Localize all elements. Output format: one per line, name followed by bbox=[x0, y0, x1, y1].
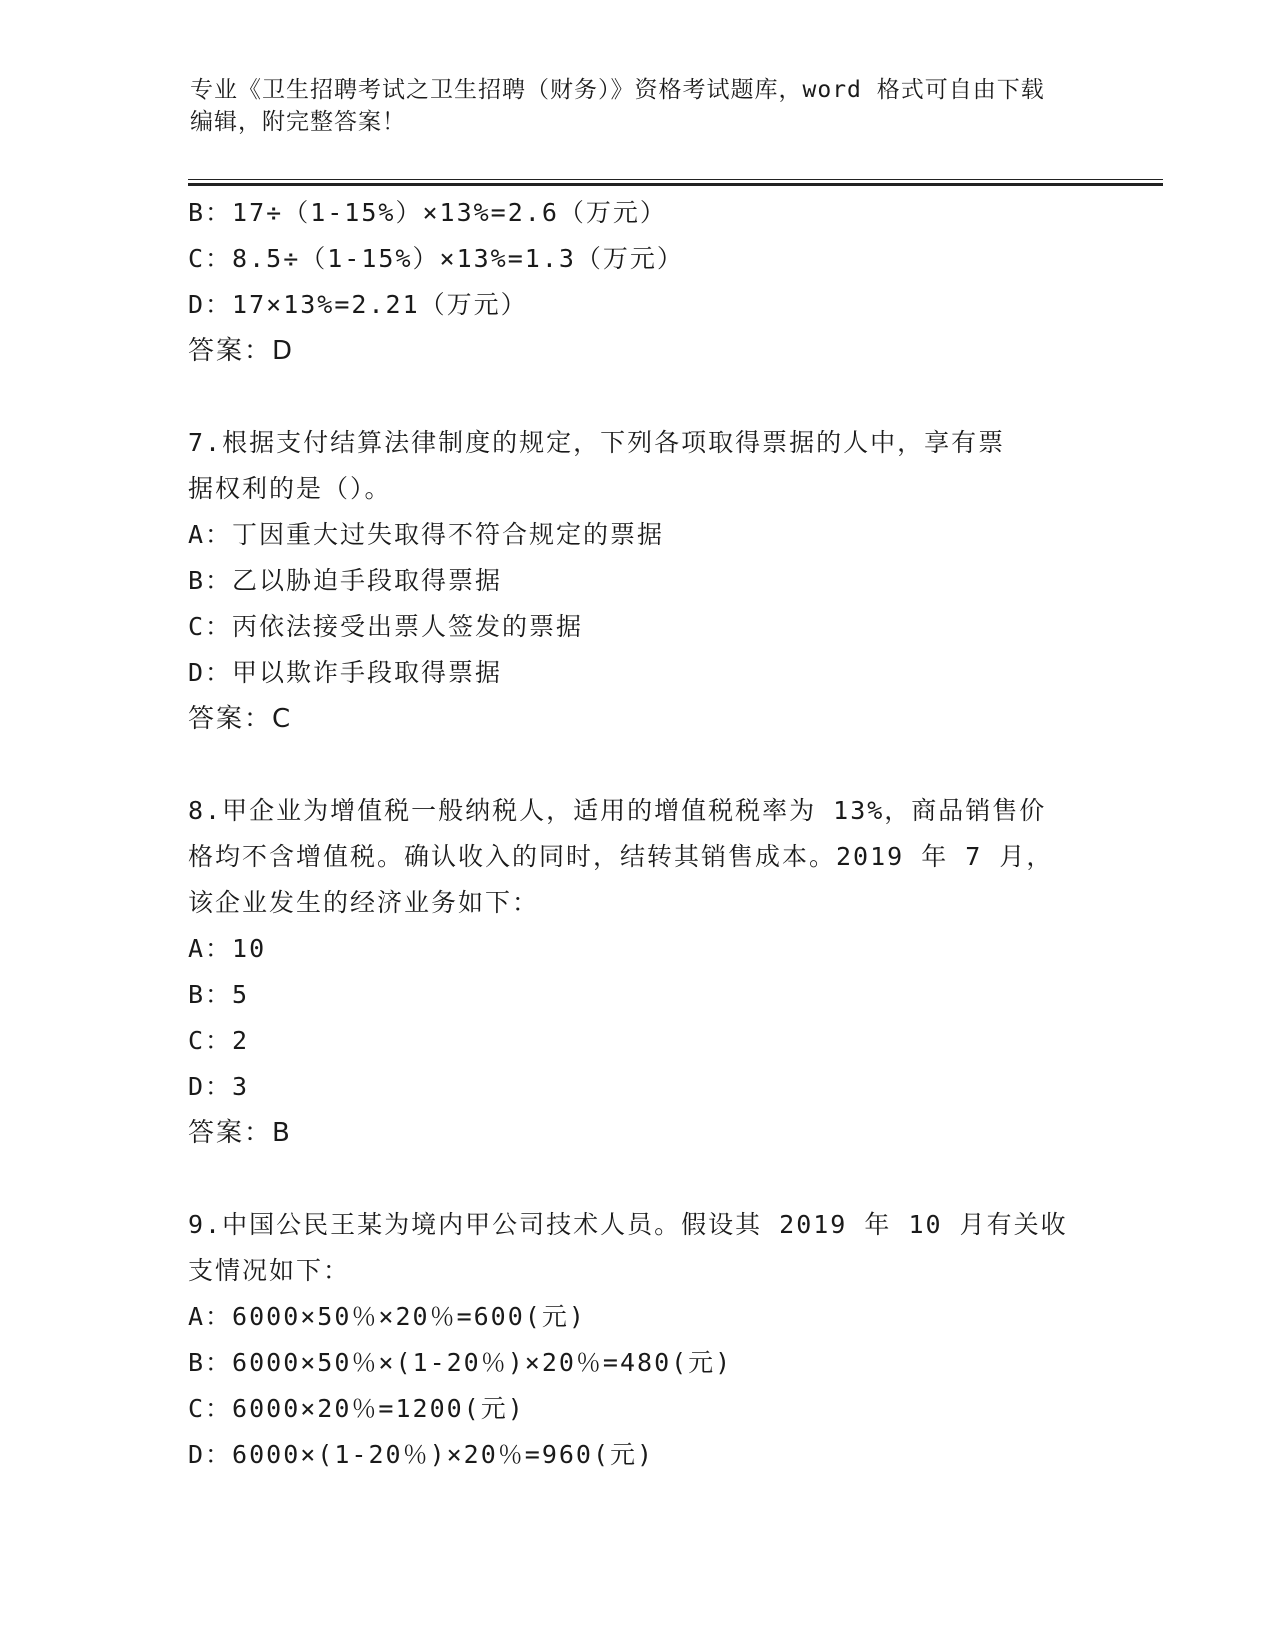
question-9 bbox=[188, 1202, 1118, 1478]
option-c: C：8.5÷（1-15%）×13%=1.3（万元） bbox=[188, 244, 684, 273]
answer: 答案：D bbox=[188, 336, 295, 366]
question-stem-line-2: 据权利的是（）。 bbox=[188, 474, 392, 503]
spacer bbox=[188, 742, 1118, 788]
question-stem-line-1: 8.甲企业为增值税一般纳税人，适用的增值税税率为 13%，商品销售价 bbox=[188, 796, 1047, 825]
option-d: D：3 bbox=[188, 1072, 250, 1101]
question-8 bbox=[188, 788, 1118, 1156]
header-divider-thick bbox=[188, 183, 1163, 186]
option-d: D：17×13%=2.21（万元） bbox=[188, 290, 528, 319]
question-stem-line-1: 7.根据支付结算法律制度的规定，下列各项取得票据的人中，享有票 bbox=[188, 428, 1006, 457]
question-content bbox=[188, 190, 1118, 1478]
option-c: C：丙依法接受出票人签发的票据 bbox=[188, 612, 584, 641]
question-stem-line-2: 格均不含增值税。确认收入的同时，结转其销售成本。2019 年 7 月， bbox=[188, 842, 1054, 871]
option-c: C：6000×20％=1200(元) bbox=[188, 1394, 525, 1423]
option-c: C：2 bbox=[188, 1026, 250, 1055]
option-b: B：6000×50％×(1-20％)×20％=480(元) bbox=[188, 1348, 733, 1377]
answer: 答案：C bbox=[188, 704, 293, 734]
question-stem-line-2: 支情况如下： bbox=[188, 1256, 351, 1285]
question-7 bbox=[188, 420, 1118, 742]
option-b: B：5 bbox=[188, 980, 250, 1009]
answer: 答案：B bbox=[188, 1118, 292, 1148]
document-header bbox=[190, 74, 1090, 138]
spacer bbox=[188, 1156, 1118, 1202]
option-b: B：17÷（1-15%）×13%=2.6（万元） bbox=[188, 198, 667, 227]
header-divider-thin bbox=[188, 179, 1163, 180]
option-a: A：丁因重大过失取得不符合规定的票据 bbox=[188, 520, 665, 549]
option-d: D：甲以欺诈手段取得票据 bbox=[188, 658, 503, 687]
header-line-2: 编辑，附完整答案！ bbox=[190, 109, 406, 135]
option-b: B：乙以胁迫手段取得票据 bbox=[188, 566, 503, 595]
option-a: A：10 bbox=[188, 934, 267, 963]
question-6 bbox=[188, 190, 1118, 374]
header-line-1: 专业《卫生招聘考试之卫生招聘（财务）》资格考试题库，word 格式可自由下载 bbox=[190, 77, 1045, 103]
spacer bbox=[188, 374, 1118, 420]
question-stem-line-3: 该企业发生的经济业务如下： bbox=[188, 888, 540, 917]
question-stem-line-1: 9.中国公民王某为境内甲公司技术人员。假设其 2019 年 10 月有关收 bbox=[188, 1210, 1068, 1239]
option-a: A：6000×50％×20％=600(元) bbox=[188, 1302, 586, 1331]
option-d: D：6000×(1-20％)×20％=960(元) bbox=[188, 1440, 655, 1469]
